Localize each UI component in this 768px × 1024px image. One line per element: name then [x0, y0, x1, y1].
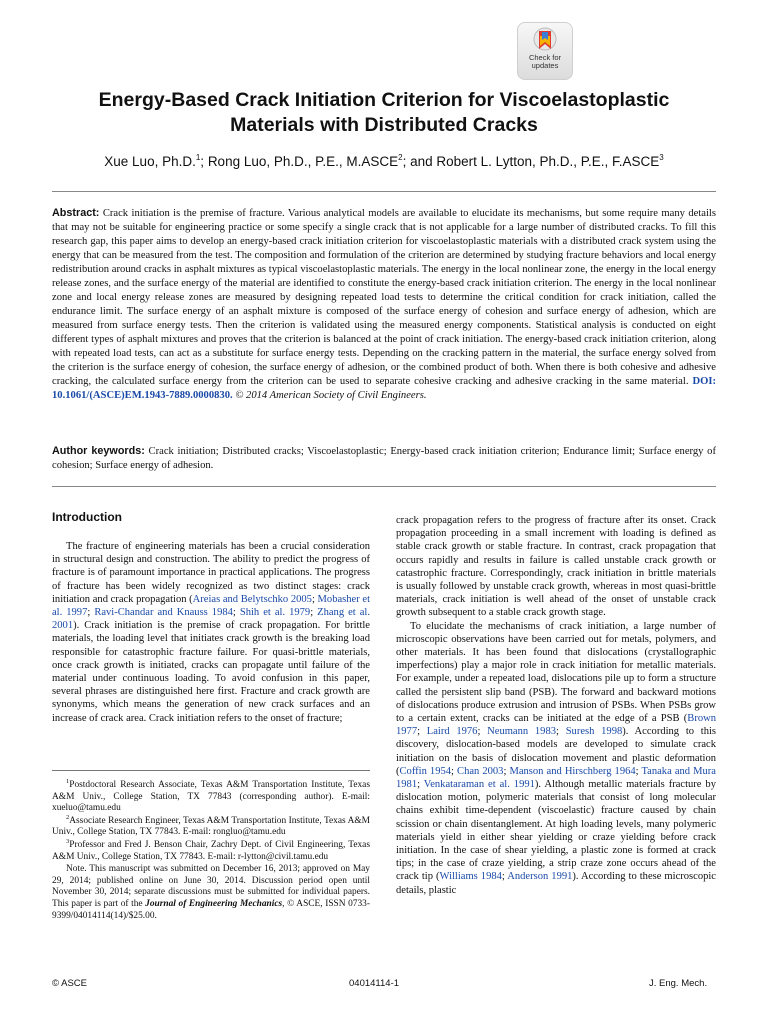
abstract-label: Abstract:	[52, 207, 100, 219]
body-text: To elucidate the mechanisms of crack initiation, a large number of microscopic observations have been carried out for metals, polymers, and other materials. It has been found that dislocations (crystallographic imperfections) play a major role in crack initiation for metallic materials. For example, under a repeated load, dislocations pile up to form a structure called the persistent slip band (PSB). The forward and backward motions of dislocations produce extrusion and intrusion of PSBs. When PSBs grow to a certain extent, cracks can be initiated at the edge of a PSB (	[396, 620, 716, 725]
footnote-text: Associate Research Engineer, Texas A&M Transportation Institute, Texas A&M Univ., College Station, TX 77843. E-mail: rongluo@tamu.edu	[52, 815, 370, 838]
paragraph: To elucidate the mechanisms of crack initiation, a large number of microscopic observations have been carried out for metals, polymers, and other materials. It has been found that dislocations (crystallographic imperfections) play a major role in crack initiation for metallic materials. For example, under a repeated load, dislocations pile up to form a structure called the persistent slip band (PSB). The forward and backward motions of dislocations produce extrusion and intrusion of PSBs. When PSBs grow to a certain extent, cracks can be initiated at the edge of a PSB (Brown 1977; Laird 1976; Neumann 1983; Suresh 1998). According to this discovery, dislocation-based models are developed to simulate crack initiation on the basis of dislocation movement and plastic deformation (Coffin 1954; Chan 2003; Manson and Hirschberg 1964; Tanaka and Mura 1981; Venkataraman et al. 1991). Although metallic materials fracture by dislocation motion, polymeric materials that consist of long molecular chains exhibit time-dependent (viscoelastic) fracture caused by chain scission or chain disentanglement. At high loading levels, many polymeric materials yield in either shear yielding or craze yielding before crack initiation. In the case of shear yielding, a plastic zone is formed at crack tips; in the case of craze yielding, a strip craze zone occurs ahead of the crack tip (Williams 1984; Anderson 1991). According to these microscopic details, plastic	[396, 620, 717, 896]
citation[interactable]: Laird 1976	[426, 726, 478, 738]
footnote-1	[52, 780, 370, 815]
citation[interactable]: Areias and Belytschko 2005	[192, 593, 312, 605]
citation[interactable]: Shih et al. 1979	[239, 607, 311, 619]
right-column	[396, 514, 716, 897]
title-line-2: Materials with Distributed Cracks	[230, 114, 538, 136]
body-text: ). According to these microscopic details, plastic	[396, 871, 716, 896]
footnote-2	[52, 813, 370, 839]
author-3-affil: 3	[659, 153, 664, 162]
footnote-marker: 3	[66, 837, 70, 845]
footnotes	[52, 780, 370, 923]
citation[interactable]: Suresh 1998	[565, 726, 623, 738]
author-2-affil: 2	[398, 153, 403, 162]
abstract-bottom-rule	[52, 486, 716, 487]
footnote-text: Professor and Fred J. Benson Chair, Zachry Dept. of Civil Engineering, Texas A&M Univ., College Station, TX 77843. E-mail: r-lytton@civil.tamu.edu	[52, 839, 370, 862]
intro-text: ). Crack initiation is the premise of crack propagation. For brittle materials, the loading level that initiates crack growth is the breaking load responsible for catastrophic fracture failure. For quasi-brittle materials, once crack growth is initiated, cracks can propagate until failure of the material under continuous loading. To avoid confusion in this paper, several phrases are distinguished here first. Fracture and crack growth are synonyms, which means the generation of new crack surfaces and an increase of crack area. Crack initiation refers to the onset of fracture;	[52, 620, 370, 724]
abstract-top-rule	[52, 191, 716, 192]
footnote-3	[52, 837, 370, 863]
copyright-text: © 2014 American Society of Civil Engineers.	[235, 390, 427, 401]
citation[interactable]: Venkataraman et al. 1991	[423, 779, 535, 791]
author-1: Xue Luo, Ph.D.	[104, 154, 196, 169]
note-text: Note. This manuscript was submitted on December 16, 2013; approved on May 29, 2014; published online on June 30, 2014. Discussion period open until November 30, 2014; separate discussions must be submitted for individual papers. This paper is part of the	[52, 864, 370, 909]
intro-text: The fracture of engineering materials has been a crucial consideration in structural design and construction. The ability to predict the progress of fracture is of paramount importance in practical applications. The progress of fracture has been widely recognized as two distinct stages: crack initiation and crack propagation (	[52, 541, 370, 605]
doi-label: DOI:	[692, 376, 716, 387]
badge-label-2: updates	[531, 61, 559, 70]
author-1-affil: 1	[195, 153, 201, 162]
section-heading-introduction: Introduction	[52, 510, 122, 524]
journal-name: Journal of Engineering Mechanics	[145, 898, 283, 909]
note-text-end: , © ASCE, ISSN 0733-9399/04014114(14)/$25.00.	[52, 898, 370, 921]
doi-link[interactable]: 10.1061/(ASCE)EM.1943-7889.0000830.	[52, 390, 233, 401]
citation[interactable]: Coffin 1954	[399, 765, 452, 777]
author-list	[40, 153, 728, 171]
check-for-updates-badge[interactable]	[517, 22, 573, 80]
footnote-marker: 2	[66, 813, 70, 821]
footnote-rule	[52, 770, 370, 771]
footer-journal: J. Eng. Mech.	[649, 978, 708, 989]
author-separator: ; and	[402, 154, 437, 169]
intro-paragraph: The fracture of engineering materials has been a crucial consideration in structural design and construction. The ability to predict the progress of fracture is of paramount importance in practical applications. The progress of fracture has been widely recognized as two distinct stages: crack initiation and crack propagation (Areias and Belytschko 2005; Mobasher et al. 1997; Ravi-Chandar and Knauss 1984; Shih et al. 1979; Zhang et al. 2001). Crack initiation is the premise of crack propagation. For brittle materials, the loading level that initiates crack growth is the breaking load responsible for catastrophic fracture failure. For quasi-brittle materials, once crack growth is initiated, cracks can propagate until failure of the material under continuous loading. To avoid confusion in this paper, several phrases are distinguished here first. Fracture and crack growth are synonyms, which means the generation of new crack surfaces and an increase of crack area. Crack initiation refers to the onset of fracture;	[52, 541, 370, 724]
footer-page-id: 04014114-1	[349, 978, 400, 989]
author-keywords	[52, 444, 716, 473]
footer-publisher: © ASCE	[52, 978, 87, 989]
footnote-marker: 1	[66, 778, 70, 785]
abstract	[52, 206, 716, 403]
badge-label-1: Check for	[528, 53, 562, 62]
submission-note	[52, 864, 370, 922]
citation[interactable]: Brown 1977	[396, 713, 716, 738]
citation[interactable]: Chan 2003	[457, 765, 504, 777]
citation[interactable]: Mobasher et al. 1997	[52, 593, 370, 619]
keywords-label: Author keywords:	[52, 445, 145, 457]
abstract-text: Crack initiation is the premise of fracture. Various analytical models are available to elucidate its mechanisms, but some require many details that may not be suitable for engineering practice or some specify a single crack that is not applicable for a large number of distributed cracks. To fill this research gap, this paper aims to develop an energy-based crack initiation criterion for viscoelastoplastic materials with a distributed crack system using the energy that can be measured from the test. The composition and formulation of the criterion are determined by studying fracture behaviors and local energy redistribution around cracks in asphalt mixtures as typical viscoelastoplastic materials. The energy in the local nonlinear zone, the energy in the local energy release zones, and the surface energy of the material are identified to constitute the energy-based crack initiation criterion. The energy in the local nonlinear zone and local energy release zones are measured by designing repeated load tests to determine the critical condition for crack initiation, called the endurance limit. The surface energy of an asphalt mixture is composed of the surface energy of cohesion and surface energy of adhesion, which are measured from surface energy tests. Then the criterion is validated using the measured energy components. Statistical analysis is conducted on eight different types of asphalt mixtures and proves that the criterion is balanced at the point of crack initiation. The energy-based crack initiation criterion, along with repeated load tests, can act as a substitute for surface energy tests. Depending on the cracking pattern in the material, the surface energy solved from the criterion is the surface energy of cohesion, the surface energy of adhesion, or the combined product of both. When there is both cohesive and adhesive cracking, the calculated surface energy from the criterion can be used to separate cohesive cracking and adhesive cracking in the same material.	[52, 208, 716, 387]
citation[interactable]: Neumann 1983	[487, 726, 556, 738]
citation[interactable]: Williams 1984	[439, 871, 502, 883]
citation[interactable]: Tanaka and Mura 1981	[396, 765, 716, 791]
citation[interactable]: Anderson 1991	[507, 871, 573, 883]
author-3: Robert L. Lytton, Ph.D., P.E., F.ASCE	[436, 154, 660, 169]
body-text: ). According to this discovery, dislocation-based models are developed to simulate crack initiation on the basis of dislocation movement and plastic deformation (	[396, 726, 717, 777]
footnote-text: Postdoctoral Research Associate, Texas A&M Transportation Institute, Texas A&M Univ., College Station, TX 77843 (corresponding author). E-mail: xueluo@tamu.edu	[52, 780, 370, 814]
citation[interactable]: Zhang et al. 2001	[52, 607, 370, 632]
body-text: ). Although metallic materials fracture by dislocation motion, polymeric materials that consist of long molecular chains exhibit time-dependent (viscoelastic) fracture caused by chain scission or chain disentanglement. At high loading levels, many polymeric materials yield in either shear yielding or craze yielding before crack initiation. In the case of shear yielding, a plastic zone is formed at crack tips; in the case of craze yielding, a strip craze zone occurs ahead of the crack tip (	[396, 779, 716, 883]
citation[interactable]: Manson and Hirschberg 1964	[509, 765, 636, 777]
paper-title	[40, 88, 728, 138]
author-separator: ;	[200, 154, 208, 169]
author-2: Rong Luo, Ph.D., P.E., M.ASCE	[207, 154, 399, 169]
title-line-1: Energy-Based Crack Initiation Criterion for Viscoelastoplastic	[98, 89, 670, 111]
bookmark-icon	[532, 26, 558, 54]
citation[interactable]: Ravi-Chandar and Knauss 1984	[94, 607, 233, 619]
keywords-text: Crack initiation; Distributed cracks; Viscoelastoplastic; Energy-based crack initiation criterion; Endurance limit; Surface energy of cohesion; Surface energy of adhesion.	[52, 446, 716, 471]
paragraph: crack propagation refers to the progress of fracture after its onset. Crack propagation proceeding in a small increment with loading is defined as stable crack growth or stable fracture. In contrast, crack propagation that occurs rapidly and results in failure is called unstable crack growth or catastrophic fracture. Correspondingly, crack initiation in brittle materials is usually followed by unstable crack growth, whereas in most quasi-brittle materials, crack initiation is well ahead of the onset of unstable crack growth subsequent to a stable crack growth stage.	[396, 515, 716, 619]
